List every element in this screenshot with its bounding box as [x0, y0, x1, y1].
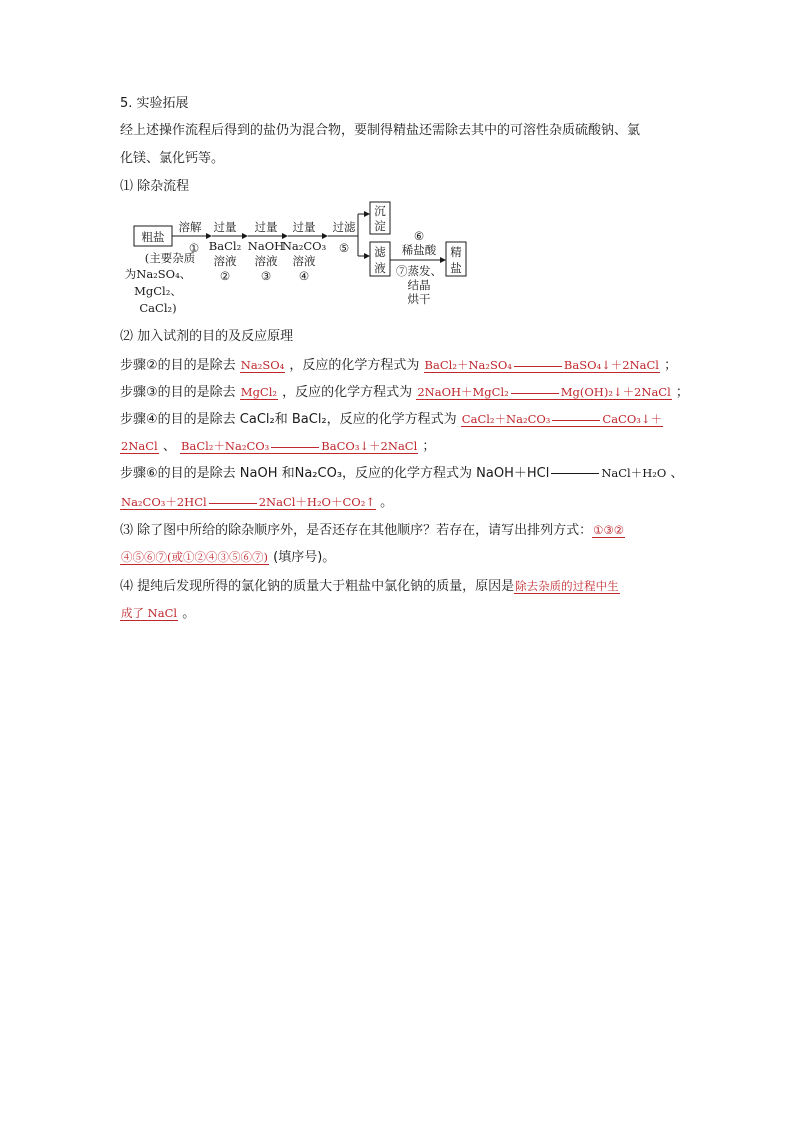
question-1-title: ⑴ 除杂流程: [120, 179, 190, 194]
step-4-eq-bar: [552, 420, 600, 421]
precipitate-char-2: 淀: [374, 219, 386, 233]
step-6-eq2-left: Na₂CO₃＋2HCl: [121, 495, 207, 509]
impurity-note-4: CaCl₂): [139, 301, 177, 315]
dissolve-label: 溶解: [178, 220, 202, 234]
evaporate-label: ⑦蒸发、: [396, 264, 442, 278]
impurity-note-1: (主要杂质: [144, 251, 196, 265]
purification-flowchart: [118, 200, 478, 326]
impurity-note-2: 为Na₂SO₄、: [124, 267, 192, 281]
refined-salt-char-1: 精: [450, 245, 462, 259]
filter-label: 过滤: [332, 220, 356, 234]
filtrate-char-1: 滤: [374, 245, 386, 259]
step-4-eq-right: CaCO₃↓＋: [602, 412, 663, 426]
step-6-eq-bar: [551, 473, 599, 474]
step-4-line: [120, 410, 663, 429]
arrowhead-precipitate: [364, 211, 370, 217]
question-3-line-cont: [120, 548, 335, 567]
crude-salt-label: 粗盐: [141, 230, 165, 244]
excess-label-2: 过量: [254, 220, 278, 234]
step-2-marker: ②: [219, 269, 231, 283]
step-3-equation: [416, 385, 671, 400]
step-6-line: [120, 464, 683, 483]
question-4-answer-b: 成了 NaCl: [121, 606, 178, 620]
question-4-line-cont: [120, 604, 195, 623]
reagent-bacl2: BaCl₂: [208, 239, 242, 253]
step-6-end: 。: [380, 495, 394, 510]
step-6-line-cont: [120, 493, 393, 512]
question-4-line: [120, 577, 620, 596]
step-3-eq-left: 2NaOH＋MgCl₂: [417, 385, 509, 399]
question-2-title: ⑵ 加入试剂的目的及反应原理: [120, 329, 294, 344]
section-title: 5. 实验拓展: [120, 96, 189, 111]
step-4-equation-2: [180, 439, 418, 454]
step-3-end: ；: [675, 385, 689, 400]
step-6-eq-right: NaCl＋H₂O: [601, 466, 667, 480]
step-4-eq-left: CaCl₂＋Na₂CO₃: [461, 412, 551, 426]
step-3-eq-bar: [511, 393, 559, 394]
step-6-sep: 、: [670, 466, 684, 481]
intro-line-2: 化镁、氯化钙等。: [120, 151, 225, 166]
question-4-text: ⑷ 提纯后发现所得的氯化钠的质量大于粗盐中氯化钠的质量，原因是: [120, 579, 515, 594]
arrowhead-filtrate: [364, 253, 370, 259]
dry-label: 烘干: [407, 292, 431, 306]
excess-label-1: 过量: [213, 220, 237, 234]
question-3-line: [120, 521, 625, 540]
filtrate-char-2: 液: [374, 261, 386, 275]
step-3-line: [120, 383, 689, 402]
dilute-hcl-label: 稀盐酸: [401, 243, 437, 257]
step-4-eq2-right: BaCO₃↓＋2NaCl: [321, 439, 418, 453]
excess-label-3: 过量: [292, 220, 316, 234]
step-4-equation: [461, 412, 663, 427]
step-6-equation-2: [120, 495, 376, 510]
step-2-answer: Na₂SO₄: [240, 358, 285, 372]
step-4-eq2-bar: [271, 447, 319, 448]
step-1-marker: ①: [188, 241, 200, 255]
step-4-marker: ④: [298, 269, 310, 283]
step-3-mid: ，反应的化学方程式为: [282, 385, 413, 400]
precipitate-char-1: 沉: [374, 204, 386, 218]
question-4-tail: 。: [182, 606, 196, 621]
step-3-marker: ③: [260, 269, 272, 283]
step-2-eq-left: BaCl₂＋Na₂SO₄: [424, 358, 512, 372]
step-4-sep: 、: [162, 439, 176, 454]
impurity-note-3: MgCl₂、: [134, 284, 182, 298]
step-5-marker: ⑤: [338, 241, 350, 255]
question-3-text: ⑶ 除了图中所给的除杂顺序外，是否还存在其他顺序？若存在，请写出排列方式：: [120, 523, 593, 538]
step-2-prefix: 步骤②的目的是除去: [120, 358, 236, 373]
step-4-eq-cont: 2NaCl: [121, 439, 158, 453]
step-6-marker: ⑥: [413, 229, 425, 243]
question-3-answer-a: ①③②: [593, 523, 625, 537]
crystallize-label: 结晶: [407, 278, 431, 292]
step-2-equation: [424, 358, 660, 373]
refined-salt-char-2: 盐: [450, 261, 462, 275]
solution-label-2: 溶液: [254, 254, 278, 268]
solution-label-1: 溶液: [213, 254, 237, 268]
reagent-naoh: NaOH: [247, 239, 285, 253]
step-4-end: ；: [422, 439, 436, 454]
step-2-mid: ，反应的化学方程式为: [289, 358, 420, 373]
step-3-answer: MgCl₂: [240, 385, 278, 399]
arrowhead-refine: [440, 257, 446, 263]
step-4-line-cont: [120, 437, 435, 456]
step-6-eq2-bar: [209, 503, 257, 504]
step-3-prefix: 步骤③的目的是除去: [120, 385, 236, 400]
step-4-prefix: 步骤④的目的是除去 CaCl₂和 BaCl₂，反应的化学方程式为: [120, 412, 457, 427]
step-6-prefix: 步骤⑥的目的是除去 NaOH 和Na₂CO₃，反应的化学方程式为 NaOH＋HCl: [120, 466, 550, 481]
question-3-tail: (填序号)。: [273, 550, 336, 565]
intro-line-1: 经上述操作流程后得到的盐仍为混合物，要制得精盐还需除去其中的可溶性杂质硫酸钠、氯: [120, 123, 641, 138]
question-4-answer-a: 除去杂质的过程中生: [515, 579, 619, 593]
solution-label-3: 溶液: [292, 254, 316, 268]
step-2-line: [120, 356, 677, 375]
step-4-eq2-left: BaCl₂＋Na₂CO₃: [181, 439, 270, 453]
step-2-eq-bar: [514, 366, 562, 367]
step-2-end: ；: [664, 358, 678, 373]
step-3-eq-right: Mg(OH)₂↓＋2NaCl: [560, 385, 671, 399]
step-6-eq2-right: 2NaCl＋H₂O＋CO₂↑: [258, 495, 375, 509]
reagent-na2co3: Na₂CO₃: [281, 239, 327, 253]
step-2-eq-right: BaSO₄↓＋2NaCl: [563, 358, 659, 372]
question-3-answer-b: ④⑤⑥⑦(或①②④③⑤⑥⑦): [121, 550, 268, 564]
